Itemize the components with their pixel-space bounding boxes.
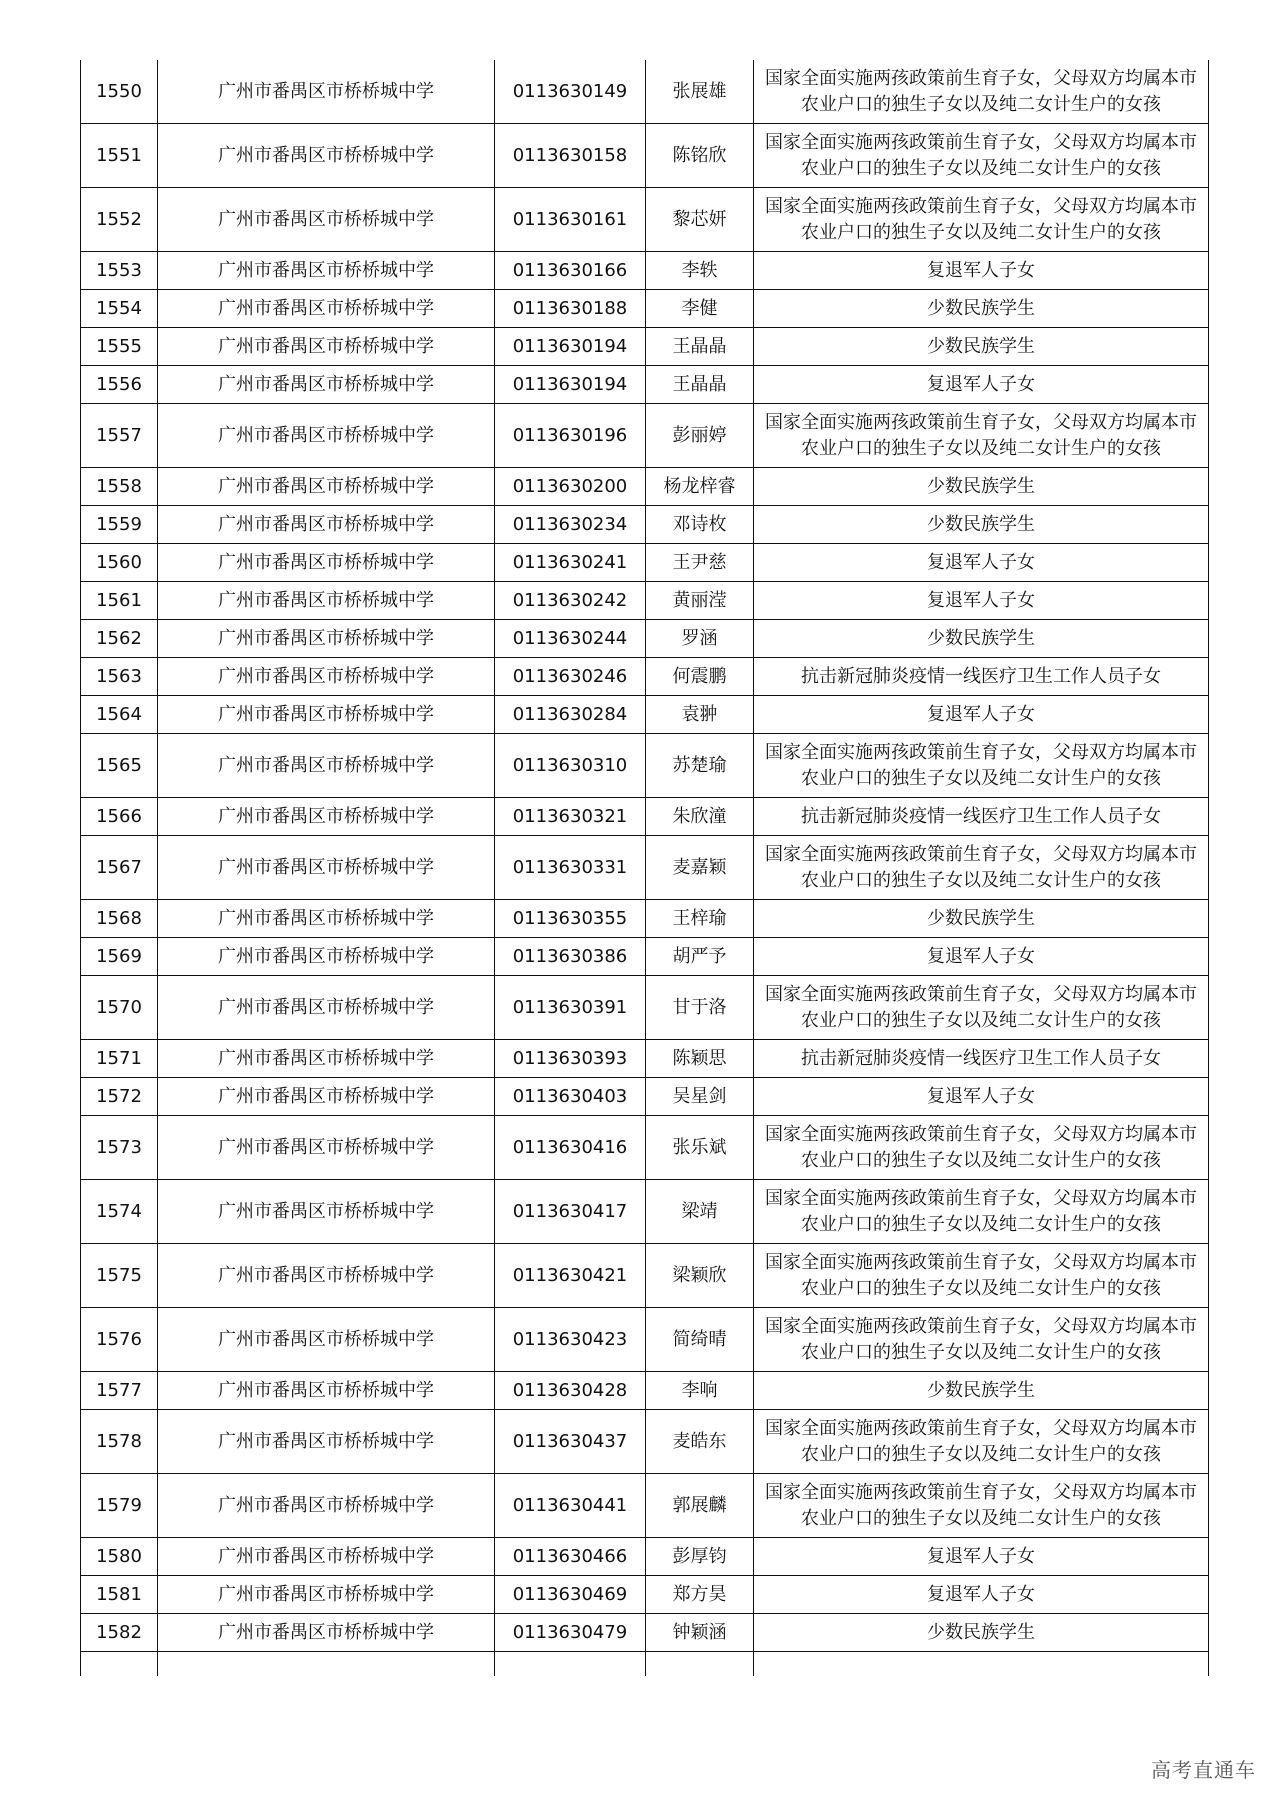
student-id-cell: 0113630469 — [495, 1576, 646, 1614]
student-name-cell: 麦嘉颖 — [646, 836, 754, 900]
empty-cell — [81, 1652, 158, 1677]
student-name-cell: 钟颖涵 — [646, 1614, 754, 1652]
row-number-cell: 1566 — [81, 798, 158, 836]
student-id-cell: 0113630321 — [495, 798, 646, 836]
category-cell: 抗击新冠肺炎疫情一线医疗卫生工作人员子女 — [754, 1040, 1209, 1078]
student-name-cell: 彭厚钧 — [646, 1538, 754, 1576]
row-number-cell: 1576 — [81, 1308, 158, 1372]
category-cell: 复退军人子女 — [754, 1538, 1209, 1576]
student-id-cell: 0113630200 — [495, 468, 646, 506]
row-number-cell: 1579 — [81, 1474, 158, 1538]
row-number-cell: 1568 — [81, 900, 158, 938]
category-cell: 国家全面实施两孩政策前生育子女，父母双方均属本市农业户口的独生子女以及纯二女计生户的女孩 — [754, 1180, 1209, 1244]
category-cell: 复退军人子女 — [754, 1576, 1209, 1614]
table-row — [81, 468, 1209, 506]
category-cell: 少数民族学生 — [754, 1372, 1209, 1410]
category-cell: 少数民族学生 — [754, 328, 1209, 366]
student-id-cell: 0113630158 — [495, 124, 646, 188]
table-row — [81, 60, 1209, 124]
student-name-cell: 何震鹏 — [646, 658, 754, 696]
category-cell: 国家全面实施两孩政策前生育子女，父母双方均属本市农业户口的独生子女以及纯二女计生户的女孩 — [754, 60, 1209, 124]
school-cell: 广州市番禺区市桥桥城中学 — [158, 290, 495, 328]
student-id-cell: 0113630386 — [495, 938, 646, 976]
school-cell: 广州市番禺区市桥桥城中学 — [158, 1244, 495, 1308]
school-cell: 广州市番禺区市桥桥城中学 — [158, 1474, 495, 1538]
row-number-cell: 1561 — [81, 582, 158, 620]
empty-cell — [158, 1652, 495, 1677]
row-number-cell: 1573 — [81, 1116, 158, 1180]
row-number-cell: 1552 — [81, 188, 158, 252]
student-name-cell: 吴星剑 — [646, 1078, 754, 1116]
student-id-cell: 0113630246 — [495, 658, 646, 696]
school-cell: 广州市番禺区市桥桥城中学 — [158, 734, 495, 798]
student-name-cell: 张展雄 — [646, 60, 754, 124]
table-body — [81, 60, 1209, 1676]
table-row — [81, 836, 1209, 900]
school-cell: 广州市番禺区市桥桥城中学 — [158, 1180, 495, 1244]
student-id-cell: 0113630403 — [495, 1078, 646, 1116]
table-row — [81, 252, 1209, 290]
student-name-cell: 简绮晴 — [646, 1308, 754, 1372]
table-row — [81, 620, 1209, 658]
row-number-cell: 1567 — [81, 836, 158, 900]
student-name-cell: 杨龙梓睿 — [646, 468, 754, 506]
school-cell: 广州市番禺区市桥桥城中学 — [158, 900, 495, 938]
table-row — [81, 1116, 1209, 1180]
category-cell: 复退军人子女 — [754, 582, 1209, 620]
table-row — [81, 404, 1209, 468]
category-cell: 复退军人子女 — [754, 696, 1209, 734]
row-number-cell: 1580 — [81, 1538, 158, 1576]
student-id-cell: 0113630196 — [495, 404, 646, 468]
table-row — [81, 658, 1209, 696]
school-cell: 广州市番禺区市桥桥城中学 — [158, 506, 495, 544]
school-cell: 广州市番禺区市桥桥城中学 — [158, 976, 495, 1040]
category-cell: 国家全面实施两孩政策前生育子女，父母双方均属本市农业户口的独生子女以及纯二女计生户的女孩 — [754, 734, 1209, 798]
school-cell: 广州市番禺区市桥桥城中学 — [158, 1078, 495, 1116]
table-row — [81, 188, 1209, 252]
empty-cell — [754, 1652, 1209, 1677]
student-name-cell: 袁翀 — [646, 696, 754, 734]
category-cell: 少数民族学生 — [754, 620, 1209, 658]
category-cell: 国家全面实施两孩政策前生育子女，父母双方均属本市农业户口的独生子女以及纯二女计生户的女孩 — [754, 188, 1209, 252]
student-id-cell: 0113630441 — [495, 1474, 646, 1538]
category-cell: 抗击新冠肺炎疫情一线医疗卫生工作人员子女 — [754, 658, 1209, 696]
student-id-cell: 0113630188 — [495, 290, 646, 328]
table-row — [81, 696, 1209, 734]
student-id-cell: 0113630393 — [495, 1040, 646, 1078]
row-number-cell: 1554 — [81, 290, 158, 328]
row-number-cell: 1551 — [81, 124, 158, 188]
row-number-cell: 1550 — [81, 60, 158, 124]
student-name-cell: 陈铭欣 — [646, 124, 754, 188]
student-name-cell: 王晶晶 — [646, 328, 754, 366]
student-id-cell: 0113630310 — [495, 734, 646, 798]
category-cell: 国家全面实施两孩政策前生育子女，父母双方均属本市农业户口的独生子女以及纯二女计生户的女孩 — [754, 1116, 1209, 1180]
table-row — [81, 1614, 1209, 1652]
row-number-cell: 1577 — [81, 1372, 158, 1410]
category-cell: 国家全面实施两孩政策前生育子女，父母双方均属本市农业户口的独生子女以及纯二女计生户的女孩 — [754, 1244, 1209, 1308]
category-cell: 少数民族学生 — [754, 900, 1209, 938]
student-name-cell: 梁颖欣 — [646, 1244, 754, 1308]
school-cell: 广州市番禺区市桥桥城中学 — [158, 60, 495, 124]
table-row — [81, 938, 1209, 976]
table-row — [81, 1308, 1209, 1372]
student-id-cell: 0113630416 — [495, 1116, 646, 1180]
category-cell: 国家全面实施两孩政策前生育子女，父母双方均属本市农业户口的独生子女以及纯二女计生户的女孩 — [754, 404, 1209, 468]
table-row — [81, 976, 1209, 1040]
category-cell: 复退军人子女 — [754, 252, 1209, 290]
table-row — [81, 1576, 1209, 1614]
student-id-cell: 0113630234 — [495, 506, 646, 544]
student-name-cell: 陈颖思 — [646, 1040, 754, 1078]
school-cell: 广州市番禺区市桥桥城中学 — [158, 620, 495, 658]
school-cell: 广州市番禺区市桥桥城中学 — [158, 696, 495, 734]
empty-cell — [495, 1652, 646, 1677]
student-name-cell: 黎芯妍 — [646, 188, 754, 252]
student-id-cell: 0113630355 — [495, 900, 646, 938]
school-cell: 广州市番禺区市桥桥城中学 — [158, 658, 495, 696]
student-id-cell: 0113630241 — [495, 544, 646, 582]
row-number-cell: 1575 — [81, 1244, 158, 1308]
table-row — [81, 1372, 1209, 1410]
student-id-cell: 0113630466 — [495, 1538, 646, 1576]
student-id-cell: 0113630391 — [495, 976, 646, 1040]
student-name-cell: 邓诗枚 — [646, 506, 754, 544]
row-number-cell: 1582 — [81, 1614, 158, 1652]
table-row — [81, 798, 1209, 836]
table-row — [81, 1180, 1209, 1244]
table-row — [81, 734, 1209, 798]
student-id-cell: 0113630161 — [495, 188, 646, 252]
student-id-cell: 0113630437 — [495, 1410, 646, 1474]
student-id-cell: 0113630428 — [495, 1372, 646, 1410]
row-number-cell: 1563 — [81, 658, 158, 696]
table-row — [81, 900, 1209, 938]
category-cell: 复退军人子女 — [754, 544, 1209, 582]
student-name-cell: 郭展麟 — [646, 1474, 754, 1538]
student-name-cell: 王晶晶 — [646, 366, 754, 404]
row-number-cell: 1558 — [81, 468, 158, 506]
school-cell: 广州市番禺区市桥桥城中学 — [158, 798, 495, 836]
student-name-cell: 朱欣潼 — [646, 798, 754, 836]
student-id-cell: 0113630421 — [495, 1244, 646, 1308]
student-name-cell: 李响 — [646, 1372, 754, 1410]
table-row — [81, 328, 1209, 366]
student-id-cell: 0113630479 — [495, 1614, 646, 1652]
student-name-cell: 王尹慈 — [646, 544, 754, 582]
table-row — [81, 544, 1209, 582]
student-name-cell: 胡严予 — [646, 938, 754, 976]
school-cell: 广州市番禺区市桥桥城中学 — [158, 1410, 495, 1474]
row-number-cell: 1569 — [81, 938, 158, 976]
table-row — [81, 582, 1209, 620]
student-name-cell: 李轶 — [646, 252, 754, 290]
school-cell: 广州市番禺区市桥桥城中学 — [158, 252, 495, 290]
row-number-cell: 1565 — [81, 734, 158, 798]
school-cell: 广州市番禺区市桥桥城中学 — [158, 836, 495, 900]
school-cell: 广州市番禺区市桥桥城中学 — [158, 1308, 495, 1372]
category-cell: 国家全面实施两孩政策前生育子女，父母双方均属本市农业户口的独生子女以及纯二女计生户的女孩 — [754, 124, 1209, 188]
school-cell: 广州市番禺区市桥桥城中学 — [158, 328, 495, 366]
school-cell: 广州市番禺区市桥桥城中学 — [158, 404, 495, 468]
row-number-cell: 1581 — [81, 1576, 158, 1614]
table-row — [81, 124, 1209, 188]
student-name-cell: 李健 — [646, 290, 754, 328]
watermark-text: 高考直通车 — [1151, 1758, 1256, 1782]
row-number-cell: 1564 — [81, 696, 158, 734]
school-cell: 广州市番禺区市桥桥城中学 — [158, 582, 495, 620]
category-cell: 抗击新冠肺炎疫情一线医疗卫生工作人员子女 — [754, 798, 1209, 836]
table-row — [81, 1410, 1209, 1474]
student-id-cell: 0113630244 — [495, 620, 646, 658]
student-name-cell: 麦皓东 — [646, 1410, 754, 1474]
row-number-cell: 1570 — [81, 976, 158, 1040]
table-row — [81, 290, 1209, 328]
school-cell: 广州市番禺区市桥桥城中学 — [158, 544, 495, 582]
row-number-cell: 1555 — [81, 328, 158, 366]
category-cell: 国家全面实施两孩政策前生育子女，父母双方均属本市农业户口的独生子女以及纯二女计生户的女孩 — [754, 976, 1209, 1040]
school-cell: 广州市番禺区市桥桥城中学 — [158, 366, 495, 404]
school-cell: 广州市番禺区市桥桥城中学 — [158, 124, 495, 188]
student-id-cell: 0113630194 — [495, 328, 646, 366]
empty-cell — [646, 1652, 754, 1677]
category-cell: 复退军人子女 — [754, 938, 1209, 976]
student-name-cell: 甘于洛 — [646, 976, 754, 1040]
student-id-cell: 0113630166 — [495, 252, 646, 290]
category-cell: 少数民族学生 — [754, 468, 1209, 506]
school-cell: 广州市番禺区市桥桥城中学 — [158, 1576, 495, 1614]
student-id-cell: 0113630194 — [495, 366, 646, 404]
category-cell: 国家全面实施两孩政策前生育子女，父母双方均属本市农业户口的独生子女以及纯二女计生户的女孩 — [754, 1410, 1209, 1474]
school-cell: 广州市番禺区市桥桥城中学 — [158, 938, 495, 976]
category-cell: 复退军人子女 — [754, 366, 1209, 404]
school-cell: 广州市番禺区市桥桥城中学 — [158, 1372, 495, 1410]
category-cell: 少数民族学生 — [754, 290, 1209, 328]
row-number-cell: 1560 — [81, 544, 158, 582]
student-id-cell: 0113630417 — [495, 1180, 646, 1244]
student-id-cell: 0113630331 — [495, 836, 646, 900]
school-cell: 广州市番禺区市桥桥城中学 — [158, 1538, 495, 1576]
table-row — [81, 506, 1209, 544]
row-number-cell: 1557 — [81, 404, 158, 468]
category-cell: 国家全面实施两孩政策前生育子女，父母双方均属本市农业户口的独生子女以及纯二女计生户的女孩 — [754, 836, 1209, 900]
row-number-cell: 1562 — [81, 620, 158, 658]
row-number-cell: 1574 — [81, 1180, 158, 1244]
table-row — [81, 1538, 1209, 1576]
student-name-cell: 罗涵 — [646, 620, 754, 658]
row-number-cell: 1578 — [81, 1410, 158, 1474]
student-name-cell: 张乐斌 — [646, 1116, 754, 1180]
category-cell: 少数民族学生 — [754, 506, 1209, 544]
student-id-cell: 0113630149 — [495, 60, 646, 124]
table-row — [81, 366, 1209, 404]
school-cell: 广州市番禺区市桥桥城中学 — [158, 1116, 495, 1180]
school-cell: 广州市番禺区市桥桥城中学 — [158, 1040, 495, 1078]
table-row — [81, 1040, 1209, 1078]
row-number-cell: 1559 — [81, 506, 158, 544]
school-cell: 广州市番禺区市桥桥城中学 — [158, 468, 495, 506]
row-number-cell: 1553 — [81, 252, 158, 290]
table-row — [81, 1474, 1209, 1538]
category-cell: 复退军人子女 — [754, 1078, 1209, 1116]
row-number-cell: 1571 — [81, 1040, 158, 1078]
table-row — [81, 1244, 1209, 1308]
student-name-cell: 王梓瑜 — [646, 900, 754, 938]
table-row-empty — [81, 1652, 1209, 1677]
student-name-cell: 黄丽滢 — [646, 582, 754, 620]
student-id-cell: 0113630242 — [495, 582, 646, 620]
row-number-cell: 1572 — [81, 1078, 158, 1116]
admission-list-table — [80, 60, 1209, 1676]
category-cell: 国家全面实施两孩政策前生育子女，父母双方均属本市农业户口的独生子女以及纯二女计生户的女孩 — [754, 1474, 1209, 1538]
student-name-cell: 彭丽婷 — [646, 404, 754, 468]
student-id-cell: 0113630284 — [495, 696, 646, 734]
student-id-cell: 0113630423 — [495, 1308, 646, 1372]
school-cell: 广州市番禺区市桥桥城中学 — [158, 1614, 495, 1652]
student-name-cell: 梁靖 — [646, 1180, 754, 1244]
student-name-cell: 郑方昊 — [646, 1576, 754, 1614]
category-cell: 少数民族学生 — [754, 1614, 1209, 1652]
table-row — [81, 1078, 1209, 1116]
row-number-cell: 1556 — [81, 366, 158, 404]
school-cell: 广州市番禺区市桥桥城中学 — [158, 188, 495, 252]
student-name-cell: 苏楚瑜 — [646, 734, 754, 798]
category-cell: 国家全面实施两孩政策前生育子女，父母双方均属本市农业户口的独生子女以及纯二女计生户的女孩 — [754, 1308, 1209, 1372]
